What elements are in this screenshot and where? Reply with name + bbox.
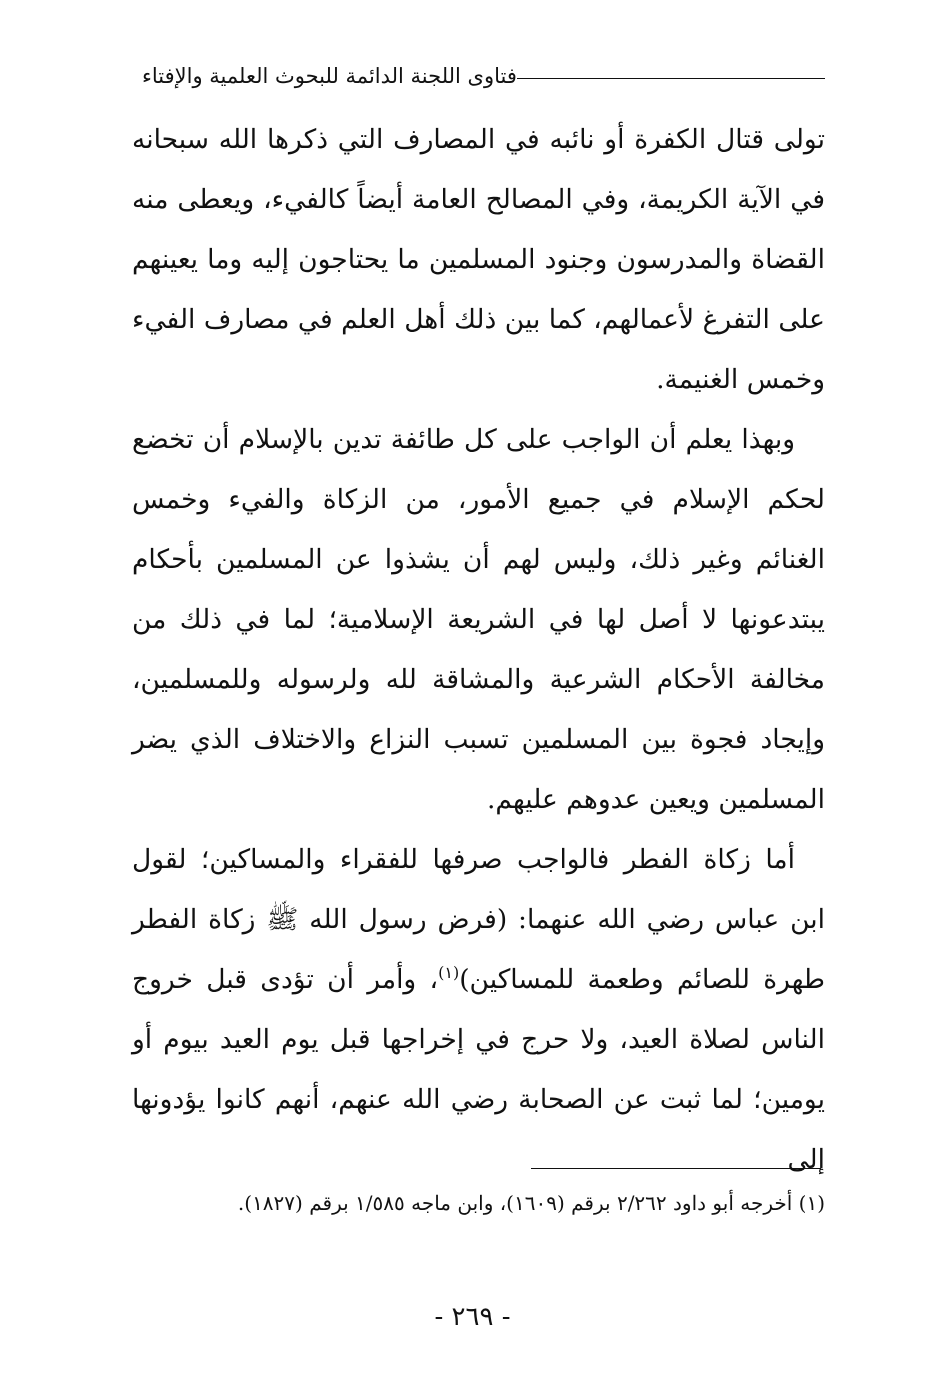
page-number: - ٢٦٩ - (434, 1302, 511, 1332)
header-title: فتاوى اللجنة الدائمة للبحوث العلمية والإفتاء (142, 64, 517, 88)
footnote-separator (531, 1168, 821, 1169)
paragraph-1: تولى قتال الكفرة أو نائبه في المصارف التي ذكرها الله سبحانه في الآية الكريمة، وفي المصالح العامة أيضاً كالفيء، ويعطى منه القضاة والمدرسون وجنود المسلمين ما يحتاجون إليه وما يعينهم على التفرغ لأعمالهم، كما بين ذلك أهل العلم في مصارف الفيء وخمس الغنيمة. (132, 124, 825, 395)
running-header (132, 58, 825, 94)
paragraph-3 (132, 830, 825, 1190)
paragraph-3-text-before: أما زكاة الفطر فالواجب صرفها للفقراء والمساكين؛ لقول ابن عباس رضي الله عنهما: (فرض رسول الله ﷺ زكاة الفطر طهرة للصائم وطعمة للمساكين) (132, 844, 826, 995)
footnote-text: (١) أخرجه أبو داود ٢/٢٦٢ برقم (١٦٠٩)، وابن ماجه ١/٥٨٥ برقم (١٨٢٧). (237, 1191, 825, 1215)
main-text (132, 110, 825, 1190)
paragraph-3-text-after: ، وأمر أن تؤدى قبل خروج الناس لصلاة العيد، ولا حرج في إخراجها قبل يوم العيد بيوم أو يومين؛ لما ثبت عن الصحابة رضي الله عنهم، أنهم كانوا يؤدونها إلى (132, 964, 825, 1175)
header-rule (517, 78, 825, 79)
footnote (132, 1185, 825, 1221)
footnote-marker: (١) (438, 963, 460, 983)
paragraph-2: وبهذا يعلم أن الواجب على كل طائفة تدين بالإسلام أن تخضع لحكم الإسلام في جميع الأمور، من الزكاة والفيء وخمس الغنائم وغير ذلك، وليس لهم أن يشذوا عن المسلمين بأحكام يبتدعونها لا أصل لها في الشريعة الإسلامية؛ لما في ذلك من مخالفة الأحكام الشرعية والمشاقة لله ولرسوله وللمسلمين، وإيجاد فجوة بين المسلمين تسبب النزاع والاختلاف الذي يضر المسلمين ويعين عدوهم عليهم. (132, 424, 825, 815)
